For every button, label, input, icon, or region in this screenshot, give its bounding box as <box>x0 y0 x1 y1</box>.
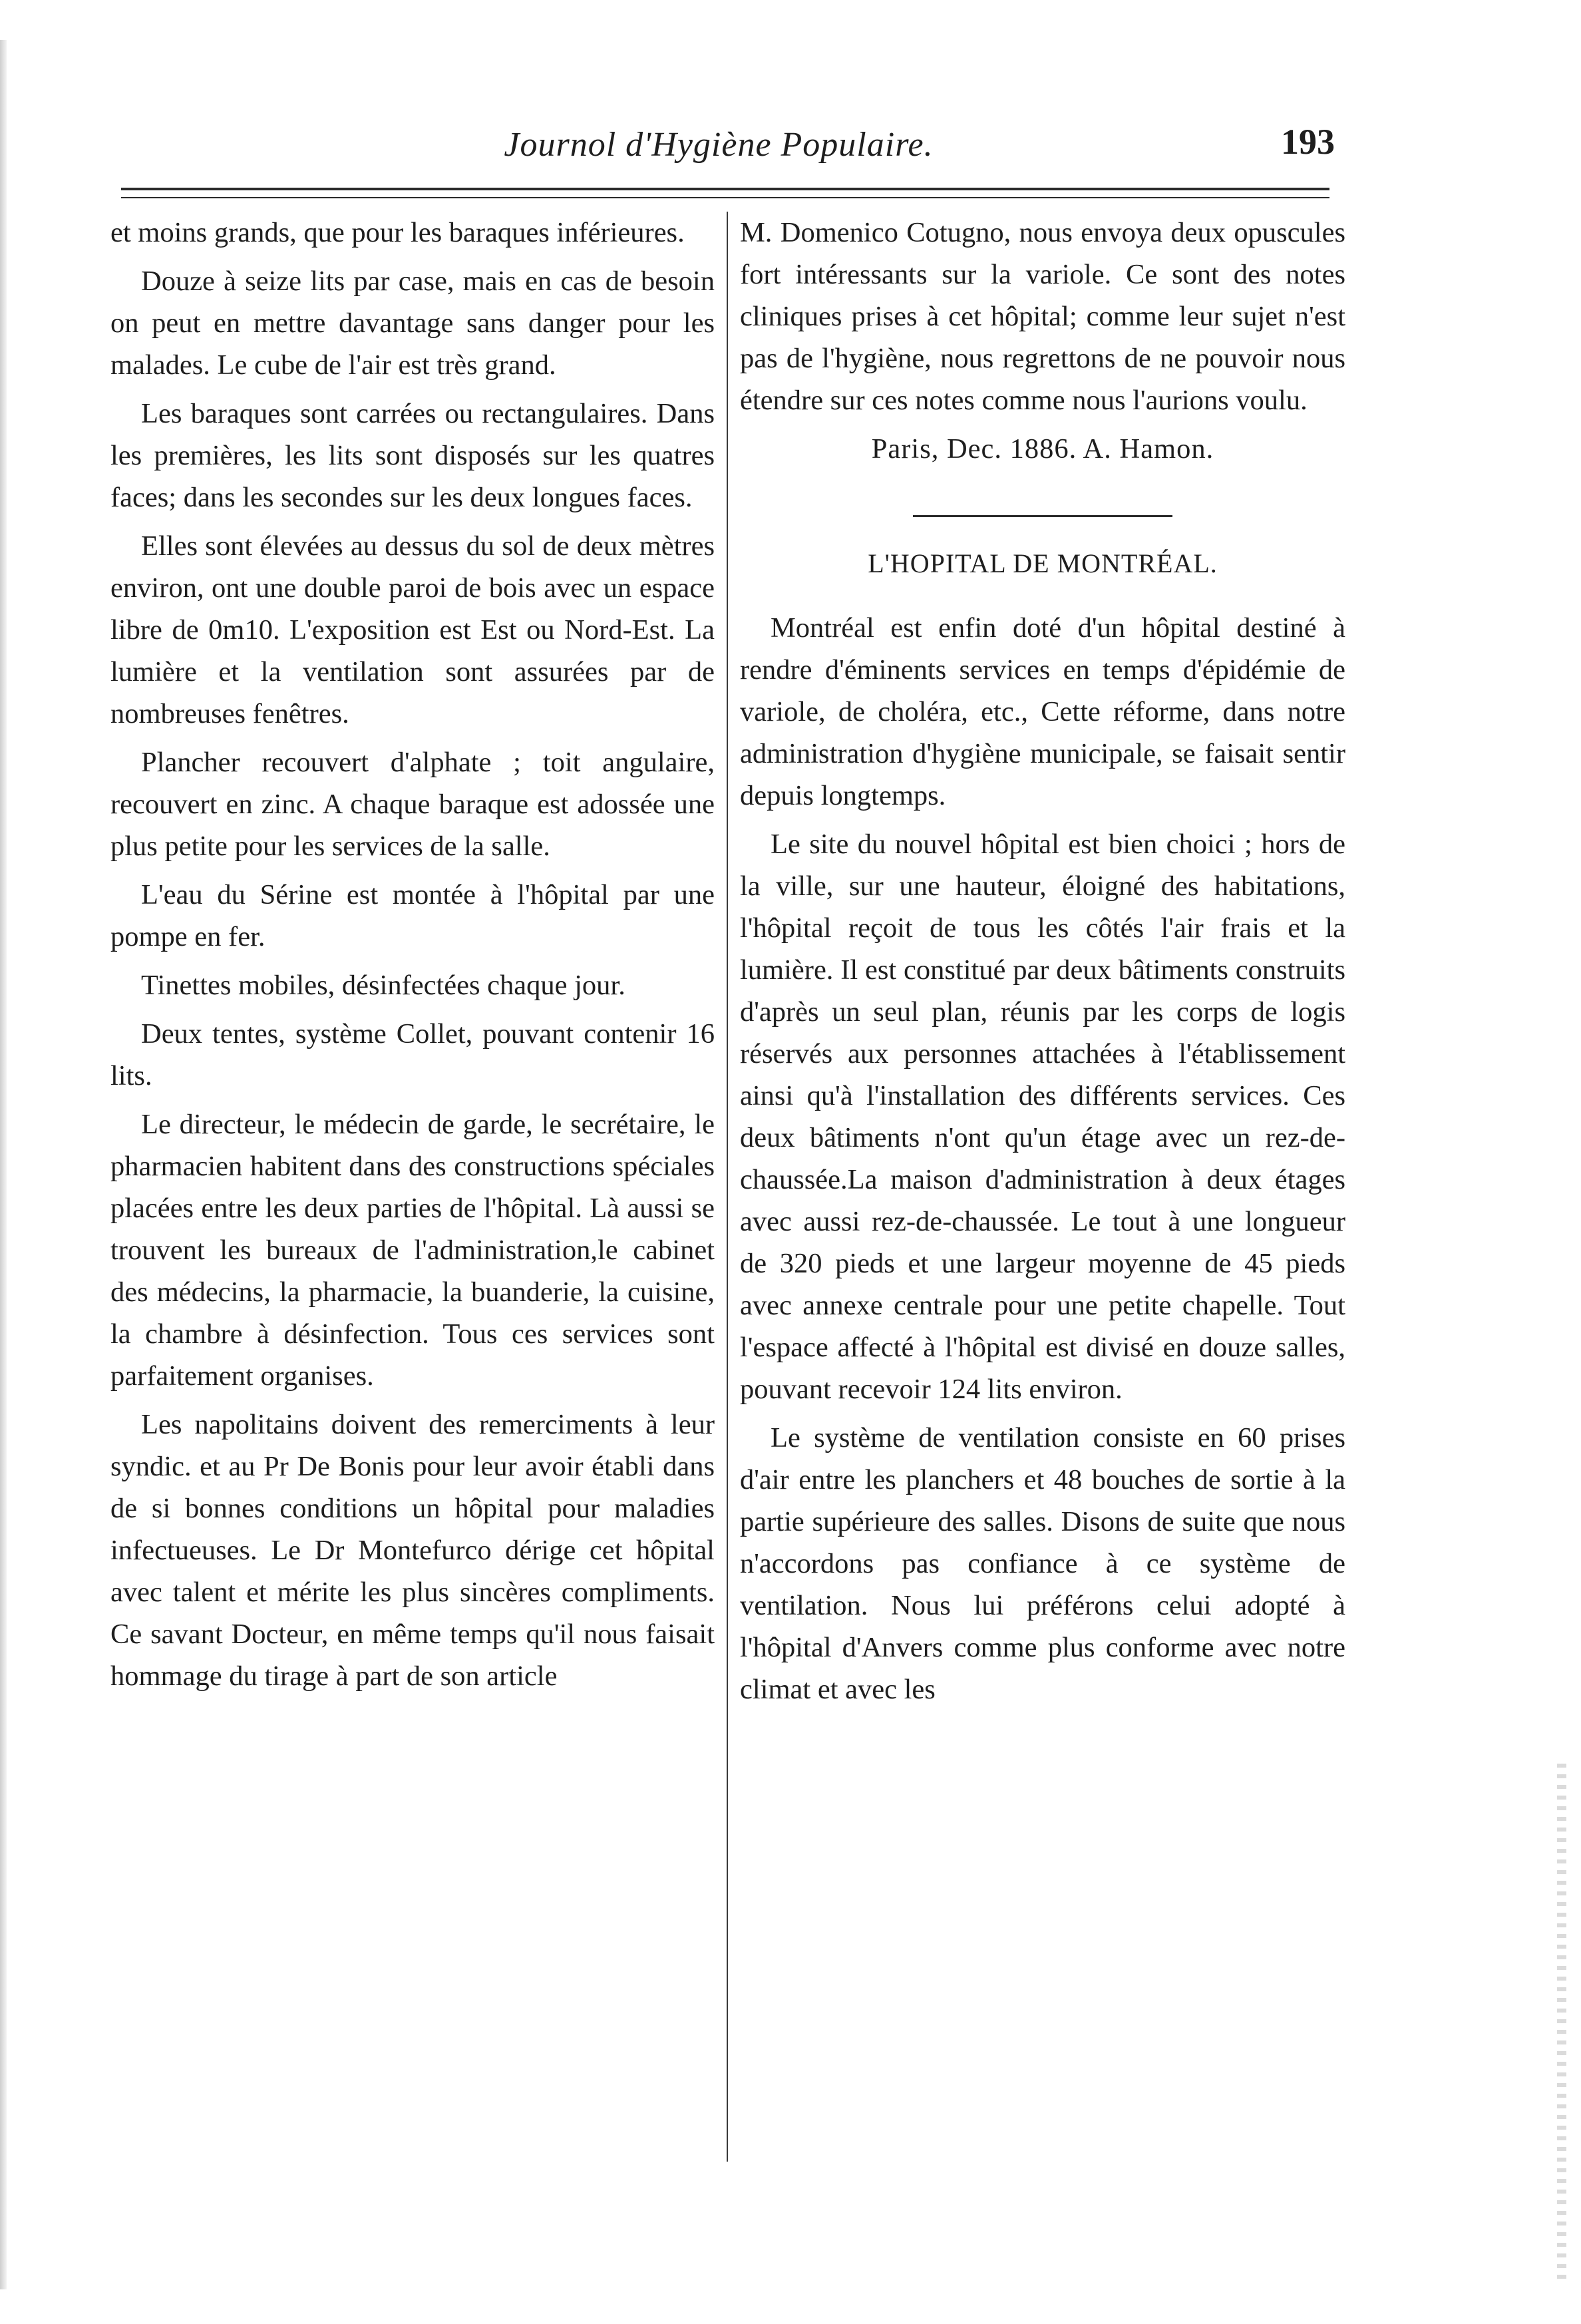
page-header <box>100 113 1337 180</box>
paragraph: M. Domenico Cotugno, nous envoya deux opuscules fort intéressants sur la variole. Ce sont des notes cliniques prises à cet hôpital; comme leur sujet n'est pas de l'hygiène, nous regrettons de ne pouvoir nous étendre sur ces notes comme nous l'aurions voulu. <box>740 217 1345 416</box>
scan-gutter-marks <box>1557 1764 1566 2283</box>
paragraph: Plancher recouvert d'alphate ; toit angulaire, recouvert en zinc. A chaque baraque est adossée une plus petite pour les services de la salle. <box>110 747 715 862</box>
paragraph: Les baraques sont carrées ou rectangulaires. Dans les premières, les lits sont disposés sur les quatres faces; dans les secondes sur les deux longues faces. <box>110 398 715 513</box>
paragraph: Le système de ventilation consiste en 60 prises d'air entre les planchers et 48 bouches de sortie à la partie supérieure des salles. Disons de suite que nous n'accordons pas confiance à ce système de ventilation. Nous lui préférons celui adopté à l'hôpital d'Anvers comme plus conforme avec notre climat et avec les <box>740 1422 1345 1705</box>
paragraph: Tinettes mobiles, désinfectées chaque jour. <box>141 970 625 1001</box>
paragraph: Montréal est enfin doté d'un hôpital destiné à rendre d'éminents services en temps d'épidémie de variole, de choléra, etc., Cette réforme, dans notre administration d'hygiène municipale, se faisait sentir depuis longtemps. <box>740 612 1345 811</box>
paragraph: L'eau du Sérine est montée à l'hôpital par une pompe en fer. <box>110 879 715 952</box>
paragraph: Le directeur, le médecin de garde, le secrétaire, le pharmacien habitent dans des constructions spéciales placées entre les deux parties de l'hôpital. Là aussi se trouvent les bureaux de l'administration,le cabinet des médecins, la pharmacie, la buanderie, la cuisine, la chambre à désinfection. Tous ces services sont parfaitement organises. <box>110 1109 715 1392</box>
paragraph: et moins grands, que pour les baraques inférieures. <box>110 217 685 248</box>
left-column <box>110 212 715 1704</box>
right-column <box>740 212 1345 1717</box>
column-divider <box>727 212 728 2162</box>
page-number: 193 <box>1281 122 1335 162</box>
paragraph: Le site du nouvel hôpital est bien choici ; hors de la ville, sur une hauteur, éloigné des habitations, l'hôpital reçoit de tous les côtés l'air frais et la lumière. Il est constitué par deux bâtiments construits d'après un seul plan, réunis par les corps de logis réservés aux personnes attachées à l'établissement ainsi qu'à l'installation des différents services. Ces deux bâtiments n'ont qu'un étage avec un rez-de-chaussée.La maison d'administration à deux étages avec aussi rez-de-chaussée. Le tout à une longueur de 320 pieds et une largeur moyenne de 45 pieds avec annexe centrale pour une petite chapelle. Tout l'espace affecté à l'hôpital est divisé en douze salles, pouvant recevoir 124 lits environ. <box>740 829 1345 1405</box>
article-signature: Paris, Dec. 1886. A. Hamon. <box>871 433 1214 465</box>
paragraph: Douze à seize lits par case, mais en cas de besoin on peut en mettre davantage sans danger pour les malades. Le cube de l'air est très grand. <box>110 266 715 381</box>
header-rule <box>121 188 1329 198</box>
paragraph: Elles sont élevées au dessus du sol de deux mètres environ, ont une double paroi de bois avec un espace libre de 0m10. L'exposition est Est ou Nord-Est. La lumière et la ventilation sont assurées par de nombreuses fenêtres. <box>110 530 715 729</box>
section-rule <box>913 515 1172 517</box>
page-binding-edge <box>0 40 7 2289</box>
paragraph: Deux tentes, système Collet, pouvant contenir 16 lits. <box>110 1018 715 1091</box>
journal-title: Journol d'Hygiène Populaire. <box>504 126 934 164</box>
paragraph: Les napolitains doivent des remerciments à leur syndic. et au Pr De Bonis pour leur avoir établi dans de si bonnes conditions un hôpital pour maladies infectueuses. Le Dr Montefurco dérige cet hôpital avec talent et mérite les plus sincères compliments. Ce savant Docteur, en même temps qu'il nous faisait hommage du tirage à part de son article <box>110 1409 715 1692</box>
section-title: L'HOPITAL DE MONTRÉAL. <box>868 548 1218 578</box>
